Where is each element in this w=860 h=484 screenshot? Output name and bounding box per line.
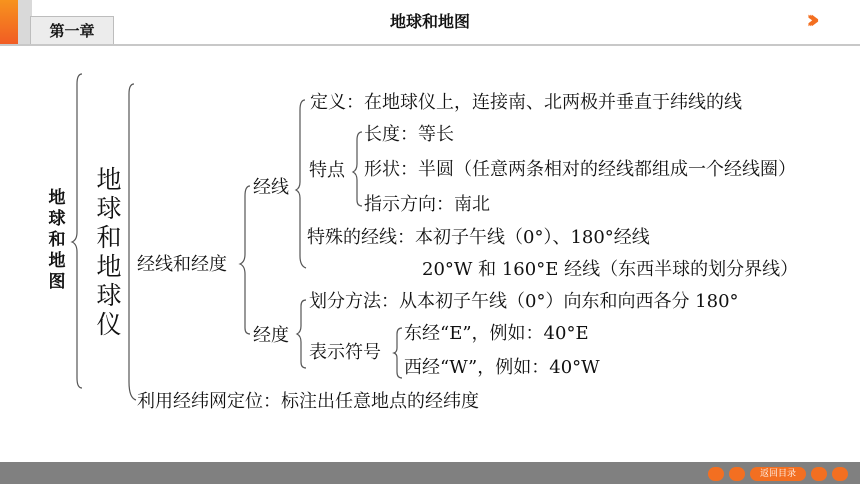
level1-node: 地球和地球仪 <box>96 165 122 339</box>
longitude-division: 划分方法：从本初子午线（0°）向东和向西各分 180° <box>309 291 739 312</box>
feature-direction: 指示方向：南北 <box>364 194 490 215</box>
symbol-label: 表示符号 <box>309 342 381 363</box>
feature-shape: 形状：半圆（任意两条相对的经线都组成一个经线圈） <box>364 159 796 180</box>
meridian-definition: 定义：在地球仪上，连接南、北两极并垂直于纬线的线 <box>310 92 742 113</box>
special-meridian-boundary: 20°W 和 160°E 经线（东西半球的划分界线） <box>422 259 799 280</box>
meridian-label: 经线 <box>253 177 289 198</box>
east-longitude: 东经“E”，例如：40°E <box>404 323 589 344</box>
features-label: 特点 <box>309 160 345 181</box>
root-node: 地球和地图 <box>48 188 66 292</box>
feature-length: 长度：等长 <box>364 124 454 145</box>
branch-grid-positioning: 利用经纬网定位：标注出任意地点的经纬度 <box>137 391 479 412</box>
last-page-button[interactable] <box>832 467 848 481</box>
next-page-button[interactable] <box>811 467 827 481</box>
branch-meridian-longitude: 经线和经度 <box>137 254 227 275</box>
prev-page-button[interactable] <box>729 467 745 481</box>
back-to-contents-button[interactable]: 返回目录 <box>750 467 806 481</box>
first-page-button[interactable] <box>708 467 724 481</box>
page-title: 地球和地图 <box>389 12 470 31</box>
chapter-tab[interactable]: 第一章 <box>30 16 114 45</box>
west-longitude: 西经“W”，例如：40°W <box>404 357 600 378</box>
next-chevrons-icon[interactable]: ››› <box>806 5 812 35</box>
special-meridian: 特殊的经线：本初子午线（0°）、180°经线 <box>307 227 650 248</box>
longitude-label: 经度 <box>253 325 289 346</box>
